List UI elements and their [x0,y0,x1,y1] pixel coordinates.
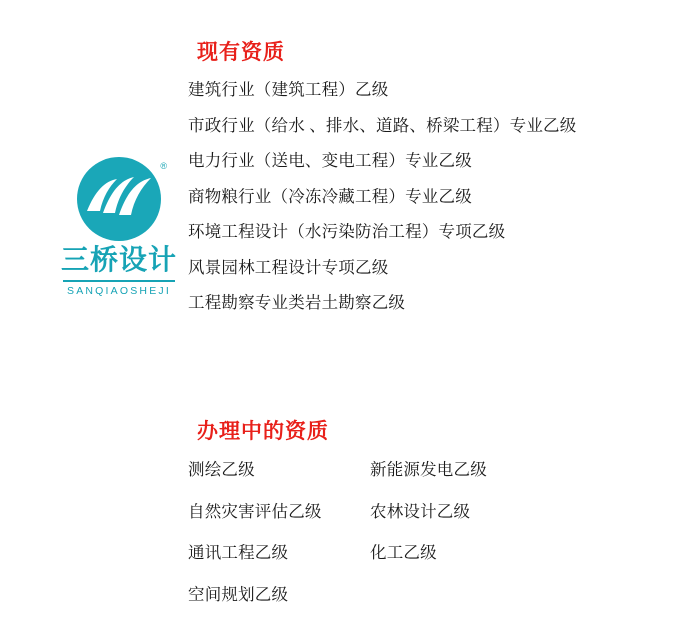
list-item: 电力行业（送电、变电工程）专业乙级 [188,151,472,170]
logo-name-cn: 三桥设计 [60,244,177,275]
list-item: 新能源发电乙级 [370,460,487,479]
list-item: 自然灾害评估乙级 [188,501,322,521]
list-item: 建筑行业（建筑工程）乙级 [188,80,389,99]
registered-mark: ® [160,161,167,171]
wave-logo-icon [69,155,169,243]
company-logo [60,155,178,320]
list-item: 空间规划乙级 [188,584,289,604]
list-item: 市政行业（给水 、排水、道路、桥梁工程）专业乙级 [188,115,577,135]
list-item: 测绘乙级 [188,460,255,479]
list-item: 通讯工程乙级 [188,543,289,562]
list-item: 商物粮行业（冷冻冷藏工程）专业乙级 [188,186,472,206]
list-item: 工程勘察专业类岩土勘察乙级 [188,293,406,312]
list-item: 化工乙级 [370,543,437,562]
list-item: 风景园林工程设计专项乙级 [188,257,389,277]
existing-qualifications-heading: 现有资质 [197,41,285,64]
existing-qualifications-list [188,82,576,331]
logo-name-en: SANQIAOSHEJI [66,284,171,297]
pending-qualifications-heading: 办理中的资质 [197,420,329,443]
list-item: 环境工程设计（水污染防治工程）专项乙级 [188,222,506,241]
list-item: 农林设计乙级 [370,501,471,521]
pending-qualifications-list [188,462,487,603]
logo-divider [63,280,175,282]
